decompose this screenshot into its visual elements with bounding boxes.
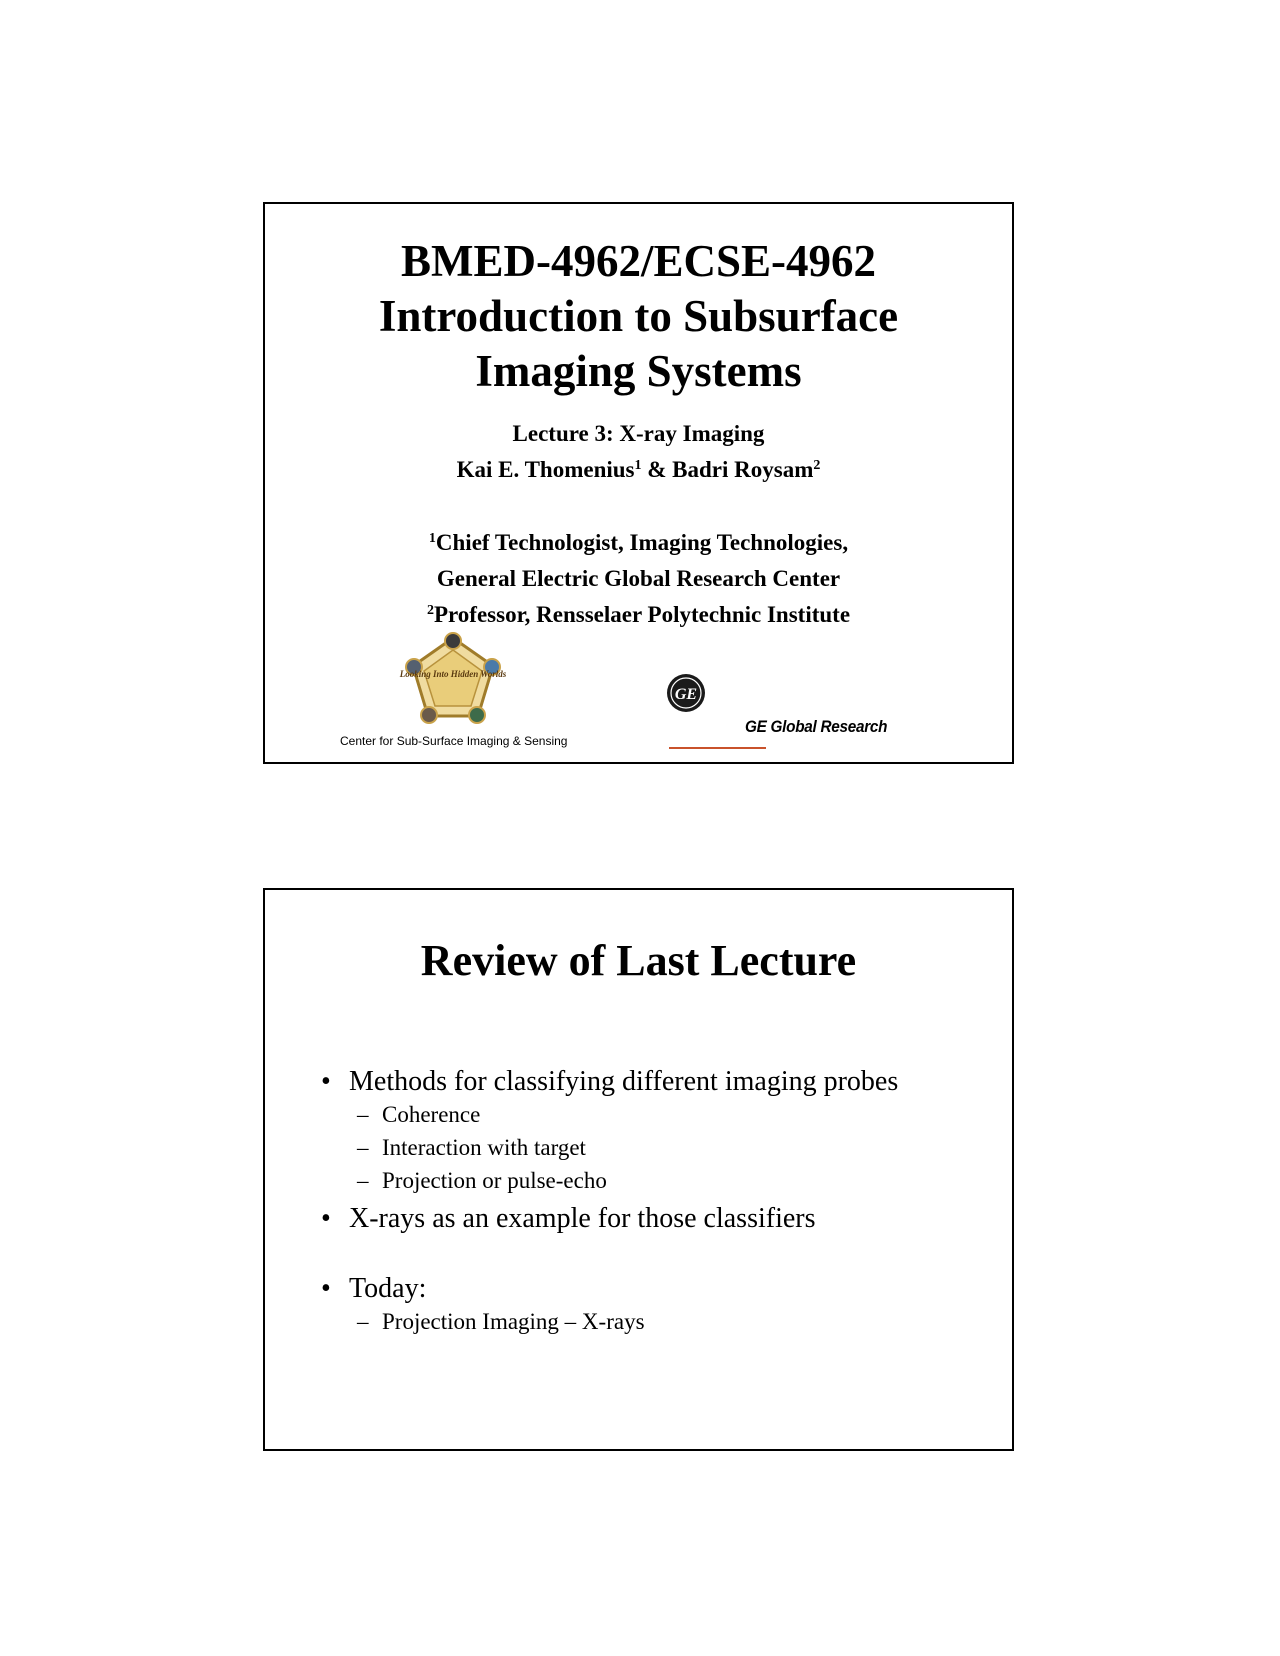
center-caption: Center for Sub-Surface Imaging & Sensing [340, 734, 568, 748]
sub-bullet-item [357, 1167, 607, 1195]
title-slide [263, 202, 1014, 764]
affiliation-text: Professor, Rensselaer Polytechnic Institute [433, 602, 851, 627]
bullet-item [321, 1273, 426, 1305]
lecture-title: Lecture 3: X-ray Imaging [512, 421, 765, 446]
authors [265, 452, 1012, 488]
ge-global-research-logo: GE Global Research [745, 717, 888, 736]
review-slide [263, 888, 1014, 1451]
author-name: Kai E. Thomenius [456, 457, 635, 482]
bullet-item [321, 1203, 816, 1235]
affiliation-line [265, 597, 1012, 633]
course-code: BMED-4962/ECSE-4962 [400, 236, 877, 286]
course-name-line1: Introduction to Subsurface [378, 291, 899, 341]
bullet-text: Today: [349, 1273, 427, 1304]
logo-text: Looking Into Hidden Worlds [399, 669, 507, 679]
ge-underline [669, 747, 766, 749]
sub-bullet-text: Projection or pulse-echo [382, 1168, 607, 1193]
bullet-text: Methods for classifying different imaging probes [349, 1066, 899, 1097]
course-name-line2: Imaging Systems [475, 346, 802, 396]
author-separator: & [641, 457, 673, 482]
ge-monogram-text: GE [674, 686, 698, 703]
sub-bullet-text: Interaction with target [382, 1135, 586, 1160]
sub-bullet-item [357, 1308, 645, 1336]
dash-symbol: – [357, 1102, 369, 1127]
affiliation-line: General Electric Global Research Center [436, 566, 841, 591]
dash-symbol: – [357, 1168, 369, 1193]
author-superscript: 2 [813, 458, 821, 473]
dash-symbol: – [357, 1135, 369, 1160]
author-superscript: 1 [634, 458, 642, 473]
bullet-symbol: • [321, 1203, 331, 1234]
slide-title: Review of Last Lecture [420, 936, 857, 985]
author-name: Badri Roysam [672, 457, 814, 482]
bullet-text: X-rays as an example for those classifiers [349, 1203, 816, 1234]
bullet-symbol: • [321, 1066, 331, 1097]
slide-title [265, 234, 1012, 399]
ge-monogram-logo [666, 673, 706, 713]
sub-bullet-text: Coherence [382, 1102, 481, 1127]
sub-bullet-text: Projection Imaging – X-rays [382, 1309, 645, 1334]
affiliation-text: Chief Technologist, Imaging Technologies, [435, 530, 849, 555]
dash-symbol: – [357, 1309, 369, 1334]
sub-bullet-item [357, 1101, 480, 1129]
affiliation-superscript: 2 [426, 603, 434, 618]
bullet-item [321, 1066, 898, 1098]
bullet-symbol: • [321, 1273, 331, 1304]
affiliation-line [265, 525, 1012, 561]
affiliation-superscript: 1 [428, 531, 436, 546]
censsis-star-logo [399, 632, 507, 726]
sub-bullet-item [357, 1134, 586, 1162]
